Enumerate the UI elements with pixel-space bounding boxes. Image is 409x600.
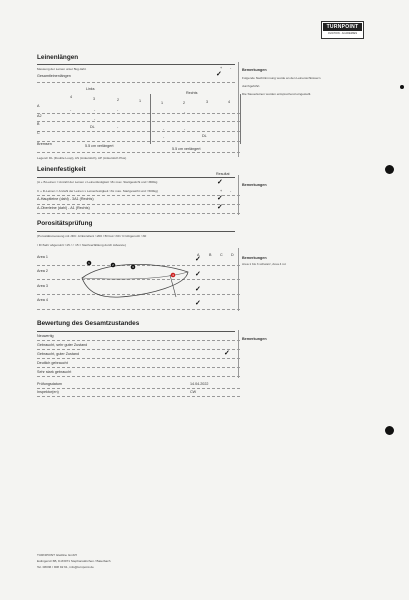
remarks-divider [238, 175, 239, 215]
area-3-label: Area 3 [37, 284, 48, 288]
pruefdatum-value: 14.04.2022 [190, 382, 209, 386]
row-label-b: B [37, 122, 40, 126]
row-label-c: C [37, 131, 40, 135]
remarks-divider [238, 330, 239, 378]
links-header: Links [86, 87, 95, 91]
col-left-4: 4 [70, 95, 73, 99]
cell-a-l4: - [70, 108, 72, 112]
remarks-line-1: Folgende Nachtrimmung wurde an den Leinenschlössern [242, 76, 321, 80]
marker-3: 3 [132, 265, 134, 270]
section-title-festigkeit: Leinenfestigkeit [37, 166, 86, 173]
row-divider [37, 195, 240, 196]
festigkeit-plus: + [220, 189, 223, 193]
section-rule [37, 177, 235, 178]
row-label-a: A [37, 104, 40, 108]
section-rule [37, 64, 235, 65]
row-divider [37, 340, 240, 341]
col-a: A [197, 253, 200, 257]
footer-address: Eulingerstr 6B, D-83071 Stephanskirchen / Baierbach [37, 559, 111, 563]
row-divider [37, 309, 240, 310]
remarks-line-2: durchgeführt. [242, 84, 261, 88]
col-b: B [209, 253, 212, 257]
bewertung-item-5: Sehr stark gebraucht [37, 370, 72, 374]
row-divider [37, 388, 240, 389]
inspektor-label: Inspektor(en) [37, 390, 59, 394]
marker-1: 1 [88, 261, 90, 266]
gesamtleinen-label: Gesamtleinenlängen [37, 74, 71, 78]
area-1-label: Area 1 [37, 255, 48, 259]
cell-a-r2: - [184, 110, 186, 114]
bremsen-left-value: 5.5 cm verlängert [85, 144, 114, 148]
resultat-label: Resultat [216, 172, 230, 176]
bewertung-item-1: Neuwertig [37, 334, 54, 338]
cell-a2-l3: - [94, 117, 96, 121]
col-left-3: 3 [93, 97, 96, 101]
festigkeit-minus: - [230, 189, 232, 193]
area-2-label: Area 2 [37, 269, 48, 273]
leinen-intro: Messung der Leinen unter 5kg dahl. [37, 67, 87, 71]
row-divider [37, 358, 240, 359]
row-divider [37, 349, 240, 350]
festigkeit-line-1: (A + B-Leinen = Anzahl der Leinen x Leinenfestigkeit >8x max. Startgewicht und >800kg [37, 180, 158, 184]
row-divider [37, 141, 240, 142]
cell-a-l2: - [117, 108, 119, 112]
bremsen-right-value: 5.5 cm verlängert [172, 147, 201, 151]
bremsen-label: Bremsen [37, 142, 52, 146]
table-right-border [240, 94, 241, 144]
section-rule [37, 331, 235, 332]
remarks-line-3: Die Steuerleinen wurden entsprechend eingestellt. [242, 92, 312, 96]
minus-label: - [230, 66, 232, 70]
area-4-label: Area 4 [37, 298, 48, 302]
col-c: C [220, 253, 223, 257]
footer-contact: Tel. 08036 / 908 92 61, info@turnpoint.de [37, 565, 94, 569]
section-title-leinenlaengen: Leinenlängen [37, 54, 79, 61]
footer-company: TURNPOINT Gleitline GmbH [37, 553, 77, 557]
check-area-1: ✓ [195, 256, 201, 263]
section-title-porositaet: Porositätsprüfung [37, 220, 93, 227]
cell-b-r1: - [163, 127, 165, 131]
bewertung-item-3: Gebraucht, guter Zustand [37, 352, 80, 356]
porositaet-remark: Area 1 bis 3 schwarz, Area 4 rot [242, 262, 286, 266]
row-divider [37, 152, 240, 153]
col-right-3: 3 [206, 100, 209, 104]
cell-c-r1: - [163, 135, 165, 139]
remarks-divider [238, 248, 239, 311]
porositaet-line-1: (Porositätsmessung mit JDC: A=Exzellent >200 / B=Gut >60 / C=Abgenutzt >30 [37, 234, 147, 238]
remarks-divider [238, 62, 239, 157]
row-divider [37, 204, 240, 205]
row-label-a2: A2 [37, 114, 42, 118]
row-divider [37, 82, 235, 83]
plus-label: + [220, 66, 223, 70]
cell-b-l2: - [117, 125, 119, 129]
logo-subtitle: AVIATION · ACADEMIES [327, 32, 358, 35]
bewertung-item-2: Gebraucht, sehr guter Zustand [37, 343, 88, 347]
row-divider [37, 376, 240, 377]
col-d: D [231, 253, 234, 257]
check-area-4: ✓ [195, 300, 201, 307]
col-left-2: 2 [117, 98, 120, 102]
check-festigkeit-2: ✓ [217, 195, 223, 202]
cell-b-l3: DL [90, 125, 95, 129]
festigkeit-item-2: A-Oberleine (dahl) - A1 (Rechts) [37, 206, 90, 210]
punch-hole-bottom [385, 426, 394, 435]
marker-2: 2 [112, 263, 114, 268]
row-divider [37, 113, 240, 114]
marker-4: 4 [172, 273, 174, 278]
leinen-legend: Legend: DL (Double Loop), AS (Ankerstich), AP (Ankerstich Plus) [37, 156, 127, 160]
festigkeit-item-1: A-Hauptleine (dahl) - 3A1 (Rechts) [37, 197, 94, 201]
check-area-3: ✓ [195, 286, 201, 293]
wing-profile-diagram [60, 255, 195, 305]
section-rule [37, 231, 235, 232]
check-bewertung: ✓ [224, 350, 230, 357]
col-right-1: 1 [161, 101, 164, 105]
check-festigkeit-1: ✓ [217, 179, 223, 186]
cell-b-r2: - [184, 127, 186, 131]
check-festigkeit-3: ✓ [217, 204, 223, 211]
remarks-title-bewertung: Bemerkungen [242, 337, 267, 341]
inspektor-value: CW [190, 390, 197, 394]
row-divider [37, 121, 240, 122]
col-right-4: 4 [228, 100, 231, 104]
pruefdatum-label: Prüfungsdatum [37, 382, 63, 386]
remarks-title-leinen: Bemerkungen [242, 68, 267, 72]
cell-c-r3: DL [202, 134, 207, 138]
row-divider [37, 131, 240, 132]
remarks-title-festigkeit: Bemerkungen [242, 183, 267, 187]
row-divider [37, 367, 240, 368]
row-divider [37, 396, 240, 397]
col-right-2: 2 [183, 101, 186, 105]
punch-hole-top [385, 165, 394, 174]
check-area-2: ✓ [195, 271, 201, 278]
festigkeit-line-2: C + D-Leinen = Anzahl der Leinen x Leinenfestigkeit >6x max. Startgewicht und >500kg) [37, 189, 158, 193]
rechts-header: Rechts [186, 91, 198, 95]
bewertung-item-4: Deutlich gebraucht [37, 361, 68, 365]
table-center-divider [150, 94, 151, 144]
remarks-title-porositaet: Bemerkungen [242, 256, 267, 260]
section-title-bewertung: Bewertung des Gesamtzustandes [37, 320, 140, 327]
cell-a-l3: - [94, 108, 96, 112]
check-gesamtleinen: ✓ [216, 71, 222, 78]
porositaet-line-2: / D=Sehr abgenutzt >15 / < 15 = Nachverfältiung durch Advance) [37, 243, 126, 247]
turnpoint-logo [321, 21, 364, 39]
row-divider [37, 213, 240, 214]
logo-name: TURNPOINT [323, 23, 362, 31]
col-left-1: 1 [139, 99, 142, 103]
punch-mark [400, 85, 404, 89]
